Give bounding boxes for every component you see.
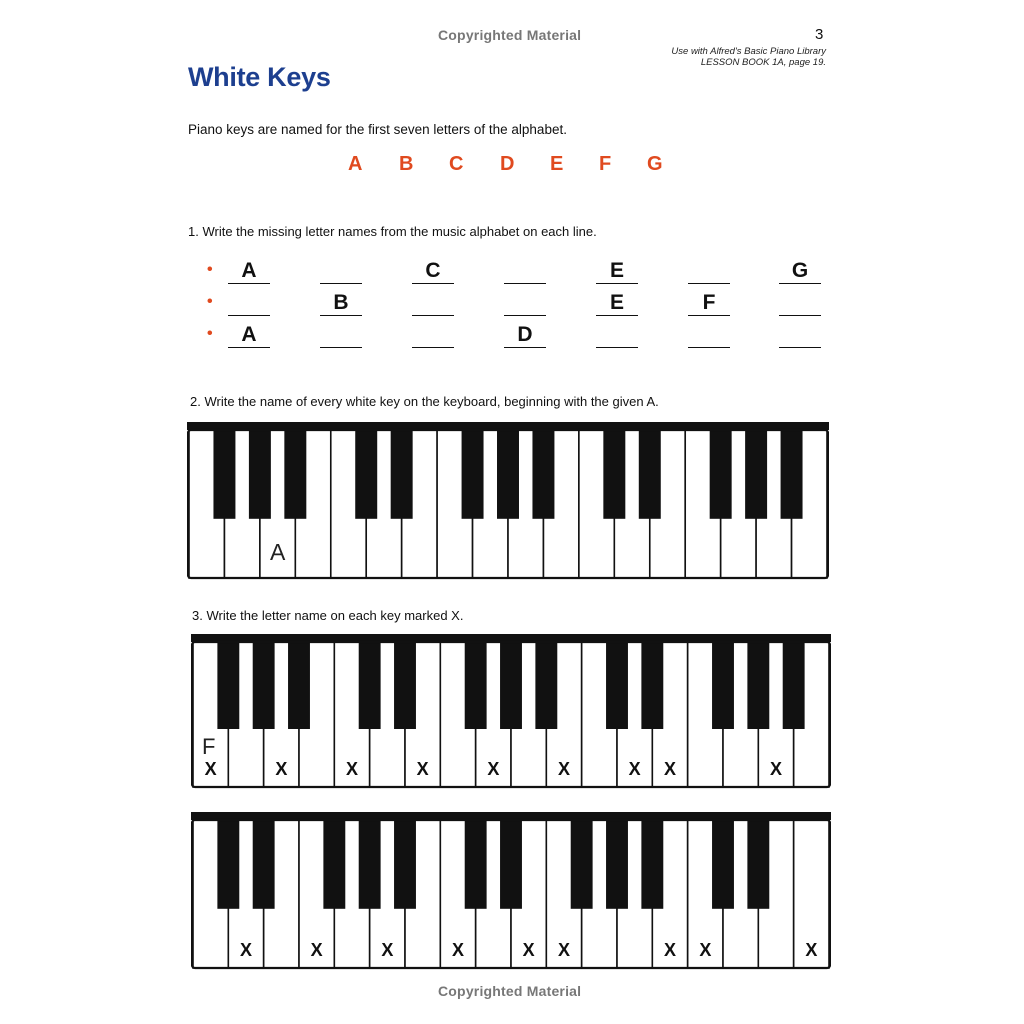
answer-line-blank[interactable] <box>504 291 546 316</box>
key-mark: X <box>345 759 359 779</box>
key-mark: X <box>557 759 571 779</box>
keyboard-question-3-bottom <box>191 812 831 972</box>
answer-line-filled[interactable]: E <box>596 259 638 284</box>
black-key <box>253 820 275 909</box>
keyboard-question-3-top <box>191 634 831 791</box>
black-key <box>217 820 239 909</box>
lesson-reference <box>671 46 826 68</box>
black-key <box>497 430 519 519</box>
answer-line-blank[interactable] <box>596 323 638 348</box>
answer-line-filled[interactable]: C <box>412 259 454 284</box>
black-key <box>710 430 732 519</box>
alphabet-letter: E <box>550 153 564 175</box>
alphabet-letter: D <box>500 153 515 175</box>
answer-line-filled[interactable]: E <box>596 291 638 316</box>
answer-line-blank[interactable] <box>228 291 270 316</box>
key-mark: X <box>310 940 323 960</box>
black-key <box>355 430 377 519</box>
black-key <box>284 430 306 519</box>
question-3-prompt: 3. Write the letter name on each key marked X. <box>192 608 464 623</box>
black-key <box>535 642 557 729</box>
key-mark: X <box>663 759 677 779</box>
question-1-prompt: 1. Write the missing letter names from the music alphabet on each line. <box>188 224 597 239</box>
question-2-prompt: 2. Write the name of every white key on the keyboard, beginning with the given A. <box>190 394 659 409</box>
page-title: White Keys <box>188 62 331 92</box>
alphabet-letter: B <box>399 153 414 175</box>
keyboard-top-bar <box>191 634 831 642</box>
key-given-letter: F <box>201 734 216 759</box>
answer-line-filled[interactable]: F <box>688 291 730 316</box>
key-mark: X <box>416 759 429 779</box>
black-key <box>500 642 522 729</box>
black-key <box>217 642 239 729</box>
black-key <box>465 642 487 729</box>
key-mark: X <box>628 759 641 779</box>
black-key <box>532 430 554 519</box>
black-key <box>213 430 235 519</box>
black-key <box>712 820 734 909</box>
black-key <box>641 820 663 909</box>
reference-line-2: LESSON BOOK 1A, page 19. <box>700 57 826 68</box>
black-key <box>781 430 803 519</box>
black-key <box>783 642 805 729</box>
black-key <box>606 642 628 729</box>
alphabet-letter: C <box>449 153 464 175</box>
black-key <box>359 820 381 909</box>
answer-line-blank[interactable] <box>320 259 362 284</box>
keyboard-top-bar <box>187 422 829 430</box>
bullet-point: • <box>207 261 213 278</box>
black-key <box>253 642 275 729</box>
key-given-letter: A <box>269 539 286 565</box>
black-key <box>745 430 767 519</box>
answer-line-blank[interactable] <box>779 323 821 348</box>
answer-line-filled[interactable]: A <box>228 259 270 284</box>
intro-text: Piano keys are named for the first seven letters of the alphabet. <box>188 122 567 137</box>
key-mark: X <box>522 940 535 960</box>
black-key <box>359 642 381 729</box>
key-mark: X <box>239 940 253 960</box>
alphabet-letter: F <box>599 153 612 175</box>
header-copyright: Copyrighted Material <box>438 27 582 43</box>
answer-line-blank[interactable] <box>412 291 454 316</box>
black-key <box>391 430 413 519</box>
black-key <box>712 642 734 729</box>
key-mark: X <box>663 940 677 960</box>
answer-line-filled[interactable]: G <box>779 259 821 284</box>
black-key <box>288 642 310 729</box>
black-key <box>603 430 625 519</box>
key-mark: X <box>805 940 818 960</box>
keyboard-top-bar <box>191 812 831 820</box>
black-key <box>606 820 628 909</box>
key-mark: X <box>381 940 394 960</box>
black-key <box>641 642 663 729</box>
key-mark: X <box>557 940 571 960</box>
black-key <box>323 820 345 909</box>
answer-line-blank[interactable] <box>688 323 730 348</box>
key-mark: X <box>699 940 712 960</box>
black-key <box>394 642 416 729</box>
page-number: 3 <box>815 26 824 43</box>
black-key <box>394 820 416 909</box>
answer-line-blank[interactable] <box>412 323 454 348</box>
footer-copyright: Copyrighted Material <box>438 983 582 999</box>
black-key <box>249 430 271 519</box>
key-mark: X <box>451 940 465 960</box>
answer-line-filled[interactable]: D <box>504 323 546 348</box>
black-key <box>747 642 769 729</box>
bullet-point: • <box>207 293 213 310</box>
black-key <box>571 820 593 909</box>
answer-line-filled[interactable]: B <box>320 291 362 316</box>
black-key <box>747 820 769 909</box>
alphabet-letter: G <box>647 153 663 175</box>
black-key <box>500 820 522 909</box>
black-key <box>465 820 487 909</box>
key-mark: X <box>487 759 500 779</box>
answer-line-blank[interactable] <box>779 291 821 316</box>
answer-line-blank[interactable] <box>504 259 546 284</box>
keyboard-question-2 <box>187 422 829 582</box>
black-key <box>462 430 484 519</box>
key-mark: X <box>769 759 783 779</box>
alphabet-letter: A <box>348 153 363 175</box>
bullet-point: • <box>207 325 213 342</box>
black-key <box>639 430 661 519</box>
answer-line-filled[interactable]: A <box>228 323 270 348</box>
key-mark: X <box>204 759 217 779</box>
answer-line-blank[interactable] <box>320 323 362 348</box>
answer-line-blank[interactable] <box>688 259 730 284</box>
key-mark: X <box>275 759 288 779</box>
reference-line-1: Use with Alfred's Basic Piano Library <box>671 46 826 57</box>
